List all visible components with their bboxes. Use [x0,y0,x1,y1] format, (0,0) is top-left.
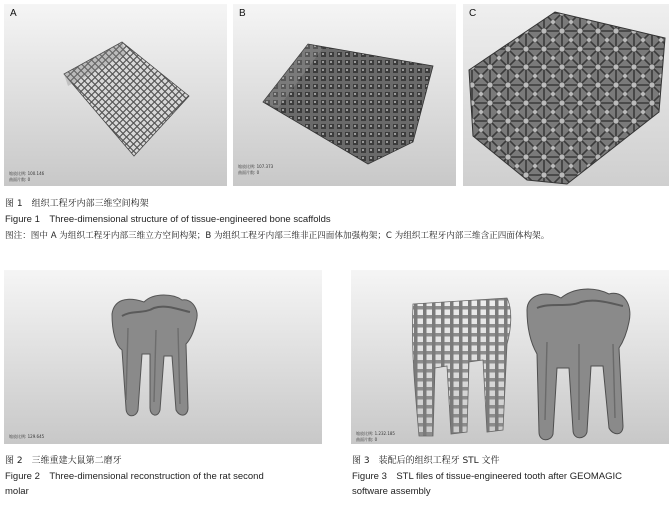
panel-label-a: A [10,8,17,19]
panel-b-meta-2: 曲面片数: 0 [238,170,260,175]
scaffold-cubic-image [4,4,227,186]
figure3-panel [351,270,669,444]
figure2-caption-en-line2: molar [5,486,29,497]
figure2-meta: 缩放比例: 129.645 [9,434,45,439]
figure3-caption-en-line1: Figure 3 STL files of tissue-engineered tooth after GEOMAGIC [352,471,622,482]
panel-a-meta-2: 曲面片数: 0 [9,177,31,182]
figure1-caption-en: Figure 1 Three-dimensional structure of of tissue-engineered bone scaffolds [5,214,331,225]
figure1-panel-b [233,4,456,186]
figure1-caption-cn: 图 1 组织工程牙内部三维空间构架 [5,199,149,209]
panel-label-c: C [469,8,477,19]
rat-molar-image [4,270,322,444]
panel-b-meta-1: 缩放比例: 107.373 [238,164,274,169]
figure2-caption-en-line1: Figure 2 Three-dimensional reconstruction of the rat second [5,471,264,482]
figure1-panel-c [463,4,669,186]
figure2-panel [4,270,322,444]
figure3-meta-2: 曲面片数: 0 [356,437,378,442]
figure1-panel-a [4,4,227,186]
scaffold-reinforced-image [233,4,456,186]
panel-label-b: B [239,8,246,19]
figure3-caption-cn: 图 3 装配后的组织工程牙 STL 文件 [352,456,500,466]
figure3-meta-1: 缩放比例: 1.232.185 [356,431,395,436]
figure2-caption-cn: 图 2 三维重建大鼠第二磨牙 [5,456,122,466]
assembled-tooth-stl-image [351,270,669,444]
figure1-note: 图注：图中 A 为组织工程牙内部三维立方空间构架；B 为组织工程牙内部三维非正四面体加强构架；C 为组织工程牙内部三维含正四面体构架。 [5,231,550,241]
panel-a-meta-1: 缩放比例: 100.146 [9,171,45,176]
scaffold-tetrahedral-image [463,4,669,186]
figure3-caption-en-line2: software assembly [352,486,431,497]
